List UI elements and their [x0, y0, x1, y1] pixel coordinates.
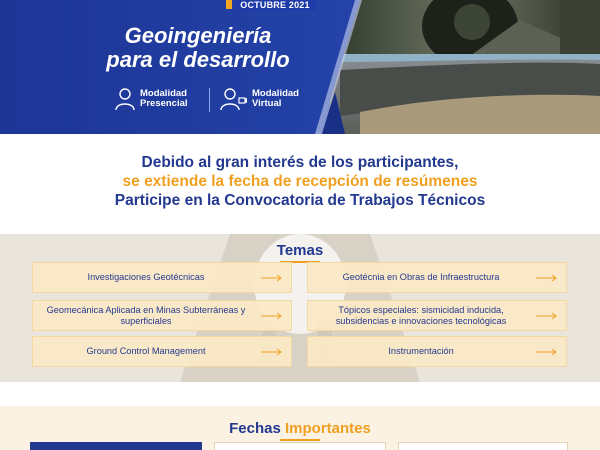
person-icon	[114, 87, 136, 111]
arrow-right-icon	[261, 274, 283, 282]
fechas-heading-part1: Fechas	[229, 420, 281, 437]
arrow-right-icon	[261, 348, 283, 356]
arrow-right-icon	[536, 274, 558, 282]
topic-label: Tópicos especiales: sismicidad inducida, subsidencias e innovaciones tecnológicas	[335, 304, 507, 326]
topic-label: Investigaciones Geotécnicas	[87, 272, 205, 282]
topic-label: Geomecánica Aplicada en Minas Subterráneas y superficiales	[46, 304, 246, 326]
date-card	[30, 442, 202, 450]
announcement-line2: se extiende la fecha de recepción de resúmenes	[122, 173, 478, 190]
modality-virtual-line1: Modalidad	[252, 88, 299, 99]
date-accent-bar	[226, 0, 232, 9]
temas-section	[0, 234, 600, 382]
topic-card[interactable]	[307, 336, 567, 367]
fechas-section	[0, 406, 600, 450]
topic-label: Geotécnia en Obras de Infraestructura	[342, 272, 500, 282]
topic-card[interactable]	[307, 300, 567, 331]
modality-presencial	[114, 86, 188, 112]
modality-divider	[209, 88, 210, 112]
modality-virtual	[220, 86, 299, 112]
modality-virtual-line2: Virtual	[252, 98, 282, 109]
arrow-right-icon	[261, 312, 283, 320]
date-card	[214, 442, 386, 450]
topic-label: Ground Control Management	[86, 346, 206, 356]
date-card	[398, 442, 568, 450]
announcement-line1: Debido al gran interés de los participantes,	[141, 154, 459, 171]
arrow-right-icon	[536, 348, 558, 356]
announcement-line3: Participe en la Convocatoria de Trabajos Técnicos	[114, 192, 486, 209]
hero-banner	[0, 0, 600, 134]
modality-presencial-line2: Presencial	[140, 98, 188, 109]
topic-card[interactable]	[32, 262, 292, 293]
arrow-right-icon	[536, 312, 558, 320]
event-title-line1: Geoingeniería	[124, 23, 272, 48]
topic-card[interactable]	[32, 336, 292, 367]
temas-heading: Temas	[276, 242, 324, 259]
fechas-heading-underline	[280, 439, 320, 441]
topic-card[interactable]	[307, 262, 567, 293]
event-title	[78, 24, 318, 72]
event-title-line2: para el desarrollo	[106, 47, 290, 72]
person-camera-icon	[220, 87, 248, 111]
announcement-block	[0, 134, 600, 234]
fechas-heading	[0, 420, 600, 437]
event-date-badge: OCTUBRE 2021	[234, 0, 316, 10]
topic-label: Instrumentación	[388, 346, 454, 356]
fechas-heading-part2: Importantes	[285, 420, 371, 437]
topic-card[interactable]	[32, 300, 292, 331]
modality-presencial-line1: Modalidad	[140, 88, 187, 99]
